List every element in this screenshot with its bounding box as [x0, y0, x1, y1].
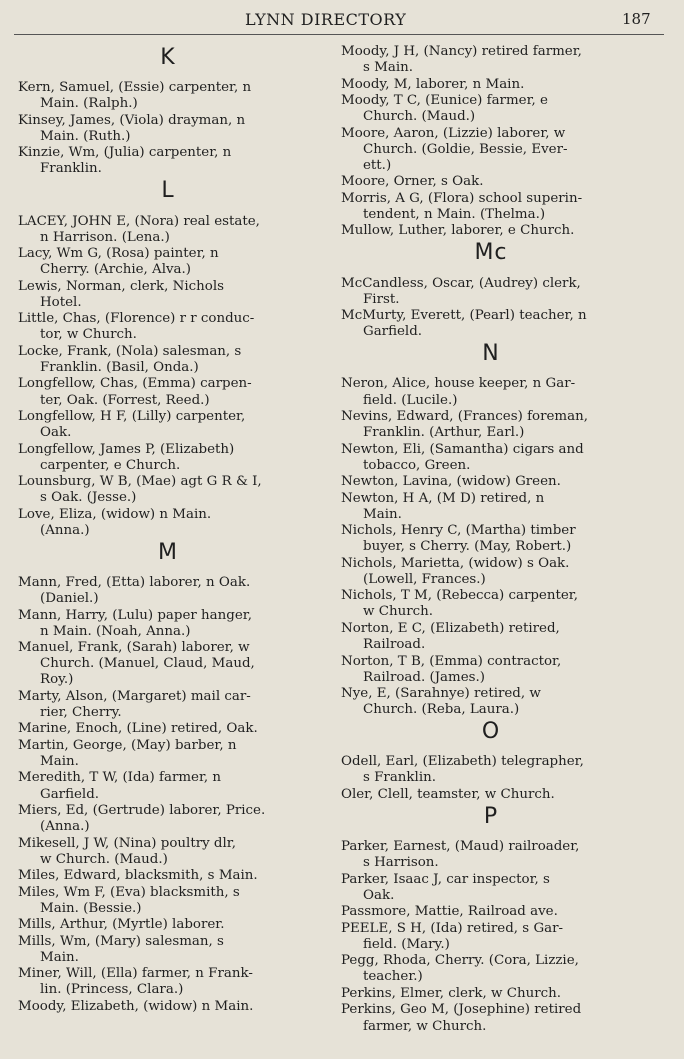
entry-line: Neron, Alice, house keeper, n Gar-	[341, 376, 576, 392]
entry-continuation: tobacco, Green.	[363, 457, 471, 473]
entry-line: Moody, J H, (Nancy) retired farmer,	[341, 44, 582, 59]
entry-continuation: s Oak. (Jesse.)	[40, 490, 137, 506]
entry-line: Miner, Will, (Ella) farmer, n Frank-	[18, 966, 253, 982]
entry-line: Miles, Edward, blacksmith, s Main.	[18, 868, 258, 884]
entry-line: Passmore, Mattie, Railroad ave.	[341, 904, 558, 920]
directory-entry	[341, 174, 646, 190]
entry-line: Newton, Eli, (Samantha) cigars and	[341, 441, 584, 457]
directory-entry	[341, 474, 646, 490]
entry-line: Lewis, Norman, clerk, Nichols	[18, 278, 225, 294]
entry-line: Manuel, Frank, (Sarah) laborer, w	[18, 640, 250, 656]
entry-continuation: tendent, n Main. (Thelma.)	[363, 206, 546, 222]
entry-line: Mann, Harry, (Lulu) paper hanger,	[18, 607, 252, 623]
page-title: LYNN DIRECTORY	[245, 10, 407, 29]
entry-continuation: w Church.	[363, 604, 433, 620]
directory-entry	[18, 803, 323, 835]
section-letter: K	[160, 45, 176, 70]
entry-line: Miers, Ed, (Gertrude) laborer, Price.	[18, 803, 266, 819]
running-head	[0, 8, 684, 30]
entry-continuation: Church. (Manuel, Claud, Maud,	[40, 656, 255, 672]
entry-continuation: (Lowell, Frances.)	[363, 571, 486, 587]
directory-entry	[341, 276, 646, 308]
directory-entry	[341, 754, 646, 786]
entry-continuation: ett.)	[363, 157, 392, 173]
entry-continuation: buyer, s Cherry. (May, Robert.)	[363, 539, 572, 555]
page-number: 187	[622, 10, 651, 28]
directory-entry	[341, 839, 646, 871]
directory-entry	[18, 608, 323, 640]
directory-entry	[18, 966, 323, 998]
entry-line: Mann, Fred, (Etta) laborer, n Oak.	[18, 575, 251, 591]
entry-line: Little, Chas, (Florence) r r conduc-	[18, 311, 255, 327]
directory-entry	[341, 787, 646, 803]
entry-continuation: s Franklin.	[363, 770, 436, 786]
directory-entry	[18, 344, 323, 376]
entry-continuation: Cherry. (Archie, Alva.)	[40, 262, 192, 278]
entry-continuation: Church. (Goldie, Bessie, Ever-	[363, 141, 568, 157]
entry-continuation: n Main. (Noah, Anna.)	[40, 623, 191, 639]
directory-entry	[18, 376, 323, 408]
entry-line: Norton, E C, (Elizabeth) retired,	[341, 620, 560, 636]
directory-entry	[341, 1002, 646, 1034]
entry-line: Moore, Aaron, (Lizzie) laborer, w	[341, 125, 566, 141]
directory-entry	[18, 738, 323, 770]
entry-continuation: (Daniel.)	[40, 591, 99, 607]
entry-line: Nichols, Henry C, (Martha) timber	[341, 523, 576, 539]
entry-line: Nevins, Edward, (Frances) foreman,	[341, 409, 588, 424]
directory-entry	[18, 145, 323, 177]
entry-continuation: Franklin. (Arthur, Earl.)	[363, 425, 525, 441]
directory-entry	[341, 686, 646, 718]
entry-line: Miles, Wm F, (Eva) blacksmith, s	[18, 884, 240, 900]
entry-continuation: teacher.)	[363, 969, 423, 985]
entry-line: Pegg, Rhoda, Cherry. (Cora, Lizzie,	[341, 953, 579, 969]
entry-continuation: Oak.	[40, 425, 72, 441]
directory-entry	[341, 126, 646, 174]
directory-entry	[341, 191, 646, 223]
entry-line: Marty, Alson, (Margaret) mail car-	[18, 688, 251, 704]
entry-continuation: Oak.	[363, 887, 395, 903]
section-letter: O	[481, 719, 501, 745]
entry-continuation: rier, Cherry.	[40, 704, 122, 720]
directory-entry	[341, 376, 646, 408]
header-rule	[14, 34, 664, 35]
directory-entry	[18, 917, 323, 933]
entry-line: Mills, Wm, (Mary) salesman, s	[18, 933, 224, 949]
directory-entry	[341, 308, 646, 340]
section-letter: P	[483, 804, 499, 830]
entry-continuation: s Harrison.	[363, 855, 439, 871]
entry-line: Longfellow, James P, (Elizabeth)	[18, 441, 235, 457]
directory-entry	[341, 872, 646, 904]
directory-entry	[18, 113, 323, 145]
entry-continuation: (Anna.)	[40, 522, 90, 538]
directory-entry	[341, 621, 646, 653]
entry-continuation: Franklin. (Basil, Onda.)	[40, 359, 199, 375]
entry-line: Newton, H A, (M D) retired, n	[341, 490, 545, 506]
entry-continuation: s Main.	[363, 60, 413, 76]
entry-line: Martin, George, (May) barber, n	[18, 737, 237, 753]
directory-entry	[18, 934, 323, 966]
entry-line: Locke, Frank, (Nola) salesman, s	[18, 343, 242, 359]
entry-line: Odell, Earl, (Elizabeth) telegrapher,	[341, 754, 584, 770]
left-column	[18, 44, 323, 1015]
directory-entry	[18, 640, 323, 688]
section-letter: Mc	[474, 240, 508, 266]
entry-line: Norton, T B, (Emma) contractor,	[341, 653, 562, 669]
entry-continuation: Roy.)	[40, 672, 74, 688]
entry-line: Nichols, T M, (Rebecca) carpenter,	[341, 588, 578, 604]
entry-line: PEELE, S H, (Ida) retired, s Gar-	[341, 920, 564, 936]
directory-entry	[341, 986, 646, 1002]
entry-line: Oler, Clell, teamster, w Church.	[341, 786, 555, 802]
entry-continuation: field. (Mary.)	[363, 936, 450, 952]
entry-line: Lacy, Wm G, (Rosa) painter, n	[18, 246, 219, 262]
entry-line: LACEY, JOHN E, (Nora) real estate,	[18, 213, 260, 229]
directory-entry	[18, 575, 323, 607]
right-column	[341, 44, 646, 1035]
directory-entry	[18, 214, 323, 246]
entry-line: Love, Eliza, (widow) n Main.	[18, 506, 212, 522]
directory-entry	[18, 246, 323, 278]
entry-continuation: field. (Lucile.)	[363, 392, 458, 408]
entry-line: Longfellow, H F, (Lilly) carpenter,	[18, 409, 246, 424]
entry-continuation: Railroad.	[363, 637, 426, 653]
directory-entry	[18, 80, 323, 112]
entry-continuation: Church. (Reba, Laura.)	[363, 702, 520, 718]
entry-line: Moore, Orner, s Oak.	[341, 174, 484, 190]
section-letter: M	[158, 539, 178, 565]
directory-entry	[18, 474, 323, 506]
entry-continuation: First.	[363, 291, 400, 307]
entry-continuation: n Harrison. (Lena.)	[40, 229, 170, 245]
entry-line: Moody, Elizabeth, (widow) n Main.	[18, 998, 254, 1014]
entry-line: Moody, T C, (Eunice) farmer, e	[341, 93, 548, 109]
entry-line: Meredith, T W, (Ida) farmer, n	[18, 770, 222, 786]
entry-continuation: lin. (Princess, Clara.)	[40, 982, 184, 998]
entry-line: McMurty, Everett, (Pearl) teacher, n	[341, 308, 587, 324]
entry-continuation: Main.	[40, 754, 79, 769]
entry-continuation: Main.	[363, 506, 402, 522]
directory-entry	[341, 77, 646, 93]
entry-line: Nichols, Marietta, (widow) s Oak.	[341, 555, 570, 571]
entry-line: Perkins, Elmer, clerk, w Church.	[341, 985, 561, 1001]
entry-line: Marine, Enoch, (Line) retired, Oak.	[18, 721, 258, 737]
directory-entry	[18, 311, 323, 343]
directory-entry	[341, 491, 646, 523]
directory-entry	[341, 953, 646, 985]
entry-continuation: farmer, w Church.	[363, 1018, 487, 1034]
entry-line: Nye, E, (Sarahnye) retired, w	[341, 686, 541, 702]
entry-line: Lounsburg, W B, (Mae) agt G R & I,	[18, 474, 262, 490]
entry-continuation: w Church. (Maud.)	[40, 851, 168, 867]
directory-entry	[18, 279, 323, 311]
entry-continuation: ter, Oak. (Forrest, Reed.)	[40, 392, 210, 408]
entry-continuation: Church. (Maud.)	[363, 109, 476, 125]
entry-continuation: tor, w Church.	[40, 327, 137, 343]
directory-entry	[18, 721, 323, 737]
directory-entry	[18, 409, 323, 441]
directory-entry	[18, 868, 323, 884]
directory-entry	[18, 999, 323, 1015]
directory-entry	[341, 556, 646, 588]
directory-entry	[341, 409, 646, 441]
directory-entry	[18, 770, 323, 802]
section-letter: N	[482, 341, 500, 367]
directory-entry	[18, 442, 323, 474]
entry-continuation: Main. (Ralph.)	[40, 96, 138, 112]
entry-continuation: Main. (Bessie.)	[40, 900, 142, 916]
entry-line: Moody, M, laborer, n Main.	[341, 76, 525, 92]
entry-line: Parker, Isaac J, car inspector, s	[341, 871, 550, 887]
directory-entry	[341, 523, 646, 555]
directory-entry	[341, 223, 646, 239]
directory-entry	[18, 507, 323, 539]
entry-continuation: Main. (Ruth.)	[40, 128, 131, 144]
directory-entry	[341, 44, 646, 76]
directory-entry	[18, 836, 323, 868]
entry-line: Morris, A G, (Flora) school superin-	[341, 190, 583, 206]
entry-line: Kinzie, Wm, (Julia) carpenter, n	[18, 145, 232, 161]
entry-continuation: (Anna.)	[40, 819, 90, 835]
entry-continuation: Garfield.	[363, 324, 423, 340]
entry-line: Longfellow, Chas, (Emma) carpen-	[18, 376, 252, 392]
directory-entry	[341, 93, 646, 125]
directory-entry	[341, 654, 646, 686]
entry-line: Mikesell, J W, (Nina) poultry dlr,	[18, 835, 236, 851]
directory-entry	[341, 904, 646, 920]
entry-continuation: carpenter, e Church.	[40, 457, 181, 473]
entry-line: Kern, Samuel, (Essie) carpenter, n	[18, 80, 252, 96]
entry-line: Perkins, Geo M, (Josephine) retired	[341, 1002, 582, 1018]
entry-line: Mullow, Luther, laborer, e Church.	[341, 223, 575, 239]
entry-line: McCandless, Oscar, (Audrey) clerk,	[341, 275, 581, 291]
directory-entry	[341, 588, 646, 620]
entry-continuation: Garfield.	[40, 786, 100, 802]
entry-line: Parker, Earnest, (Maud) railroader,	[341, 839, 580, 855]
entry-continuation: Hotel.	[40, 294, 82, 310]
entry-continuation: Railroad. (James.)	[363, 669, 486, 685]
directory-entry	[341, 921, 646, 953]
section-letter: L	[161, 178, 175, 204]
entry-continuation: Main.	[40, 949, 79, 965]
directory-entry	[18, 689, 323, 721]
entry-continuation: Franklin.	[40, 161, 102, 177]
directory-entry	[18, 885, 323, 917]
entry-line: Kinsey, James, (Viola) drayman, n	[18, 112, 246, 128]
entry-line: Newton, Lavina, (widow) Green.	[341, 474, 561, 490]
directory-entry	[341, 442, 646, 474]
entry-line: Mills, Arthur, (Myrtle) laborer.	[18, 917, 225, 933]
